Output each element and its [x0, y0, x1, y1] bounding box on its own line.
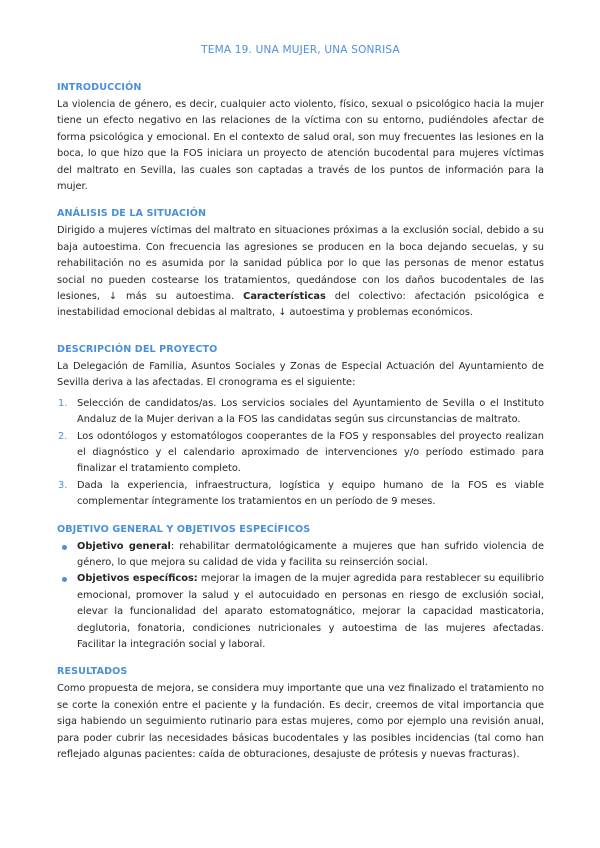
- list-item-text: Los odontólogos y estomatólogos cooperantes de la FOS y responsables del proyecto realizan el diagnóstico y el calendario aproximado de intervenciones y/o período estimado para finalizar el tratamiento completo.: [77, 430, 544, 475]
- schedule-list: [57, 396, 544, 511]
- list-item: [57, 396, 544, 429]
- section-paragraph: La Delegación de Familia, Asuntos Sociales y Zonas de Especial Actuación del Ayuntamiento de Sevilla deriva a las afectadas. El cronograma es el siguiente:: [57, 360, 544, 389]
- list-item-text: Selección de candidatos/as. Los servicios sociales del Ayuntamiento de Sevilla o el Instituto Andaluz de la Mujer derivan a la FOS las candidatas según sus circunstancias de maltrato.: [77, 397, 544, 426]
- bold-term: Características: [243, 291, 326, 303]
- section-heading: ANÁLISIS DE LA SITUACIÓN: [57, 208, 207, 220]
- section-heading: OBJETIVO GENERAL Y OBJETIVOS ESPECÍFICOS: [57, 523, 311, 535]
- bold-term: Objetivos específicos:: [77, 573, 198, 585]
- list-item: [57, 478, 544, 511]
- bullet-icon: [62, 545, 67, 550]
- page-title: TEMA 19. UNA MUJER, UNA SONRISA: [201, 44, 400, 56]
- section-heading: DESCRIPCIÓN DEL PROYECTO: [57, 343, 218, 355]
- bullet-icon: [62, 577, 67, 582]
- section-analisis: [57, 208, 544, 321]
- section-resultados: [57, 666, 544, 763]
- list-number: 3.: [58, 479, 68, 491]
- list-item-text: Dada la experiencia, infraestructura, logística y equipo humano de la FOS es viable complementar íntegramente los tratamientos en un período de 9 meses.: [77, 479, 544, 508]
- list-item: [57, 539, 544, 572]
- list-item: [57, 429, 544, 478]
- paragraph-text: Dirigido a mujeres víctimas del maltrato en situaciones próximas a la exclusión social, debido a su baja autoestima. Con frecuencia las agresiones se producen en la boca dejando secuelas, y su rehabilitación no es asumida por la sanidad pública por lo que las personas de menor estatus social no pueden costearse los tratamientos, quedándose con los daños bucodentales de las lesiones, ↓ más su autoestima.: [57, 225, 544, 303]
- list-item: [57, 571, 544, 653]
- list-number: 2.: [58, 430, 68, 442]
- bold-term: Objetivo general: [77, 540, 171, 552]
- list-number: 1.: [58, 397, 68, 409]
- section-paragraph: Como propuesta de mejora, se considera muy importante que una vez finalizado el tratamiento no se corte la conexión entre el paciente y la fundación. Es decir, creemos de vital importancia que siga habiendo un seguimiento rutinario para estas mujeres, como por ejemplo una revisión anual, para poder cubrir las necesidades básicas bucodentales y las posibles incidencias (tal como han reflejado algunas pacientes: caída de obturaciones, desajuste de prótesis y nuevas fracturas).: [57, 683, 544, 760]
- section-paragraph: La violencia de género, es decir, cualquier acto violento, físico, sexual o psicológico hacia la mujer tiene un efecto negativo en las relaciones de la víctima con su entorno, pudiéndoles afectar de forma psicológica y emocional. En el contexto de salud oral, son muy frecuentes las lesiones en la boca, lo que hizo que la FOS iniciara un proyecto de atención bucodental para mujeres víctimas del maltrato en Sevilla, las cuales son captadas a través de los puntos de información para la mujer.: [57, 99, 544, 193]
- list-item-text: : rehabilitar dermatológicamente a mujeres que han sufrido violencia de género, lo que mejora su calidad de vida y facilita su reinserción social.: [77, 540, 544, 568]
- section-introduccion: [57, 82, 544, 195]
- section-heading: RESULTADOS: [57, 666, 128, 678]
- objectives-list: [57, 539, 544, 654]
- section-heading: INTRODUCCIÓN: [57, 82, 142, 93]
- paragraph-text: del colectivo: afectación psicológica e inestabilidad emocional debidas al maltrato, ↓ autoestima y problemas económicos.: [57, 291, 545, 319]
- section-objetivos: [57, 524, 544, 654]
- list-item-text: mejorar la imagen de la mujer agredida para restablecer su equilibrio emocional, promover la salud y el autocuidado en personas en riesgo de exclusión social, elevar la funcionalidad del aparato estomatognático, mejorar la capacidad masticatoria, deglutoria, fonatoria, condiciones nutricionales y autoestima de las mujeres afectadas. Facilitar la integración social y laboral.: [77, 573, 545, 650]
- section-paragraph: [57, 223, 544, 321]
- section-descripcion: [57, 344, 544, 511]
